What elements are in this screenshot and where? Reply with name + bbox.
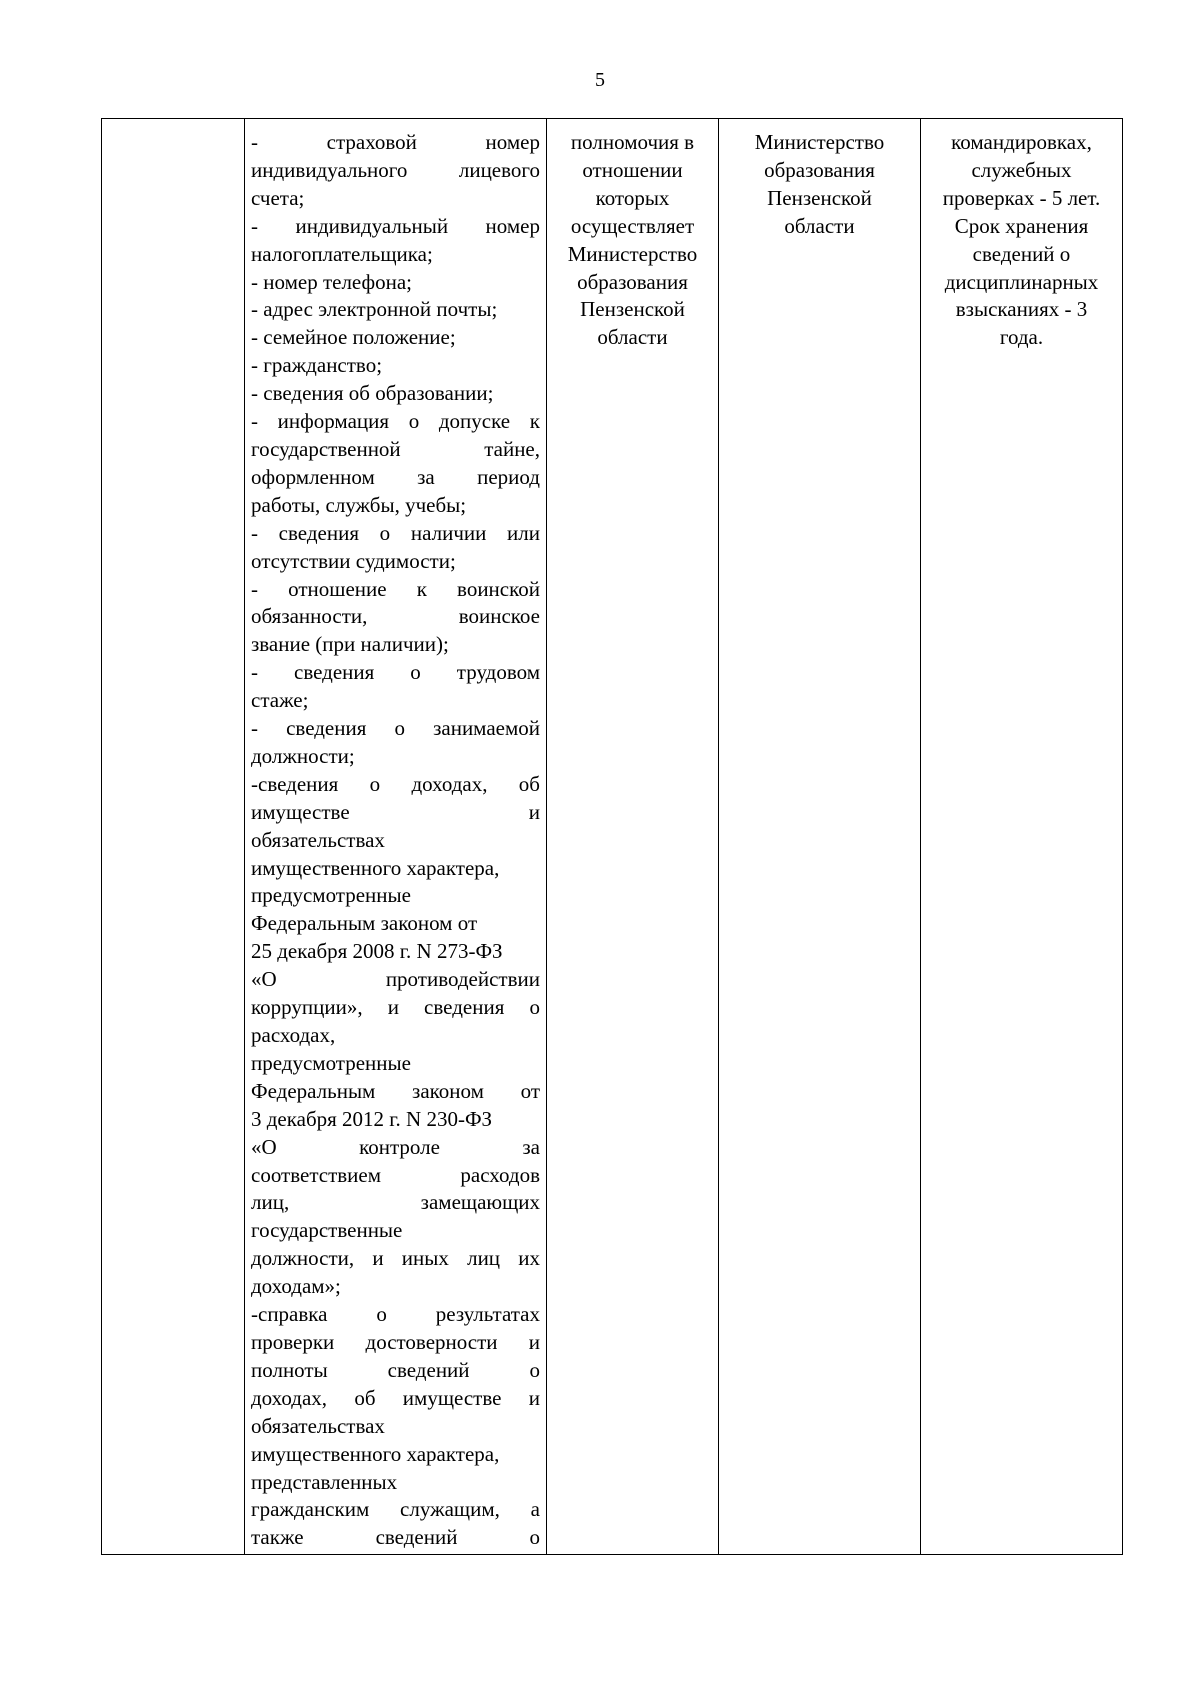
storage-term-line: командировках, xyxy=(951,130,1092,154)
personal-data-line: -сведения о доходах, об xyxy=(251,771,540,796)
data-subject-line: отношении xyxy=(582,157,683,182)
personal-data-line: проверки достоверности и xyxy=(251,1329,540,1354)
personal-data-line: должности; xyxy=(251,743,355,768)
personal-data-line: государственные xyxy=(251,1218,403,1243)
personal-data-line: гражданским служащим, а xyxy=(251,1497,540,1522)
personal-data-line: - семейное положение; xyxy=(251,325,456,350)
personal-data-line: имущественного характера, xyxy=(251,1441,500,1466)
personal-data-line: - номер телефона; xyxy=(251,269,412,294)
personal-data-line: Федеральным законом от xyxy=(251,1078,540,1103)
personal-data-line: лиц, замещающих xyxy=(251,1190,540,1215)
data-subject-line: Пензенской xyxy=(580,297,685,322)
personal-data-line: Федеральным законом от xyxy=(251,911,478,936)
storage-term-line: взысканиях - 3 xyxy=(955,297,1088,322)
personal-data-line: государственной тайне, xyxy=(251,436,540,461)
table-row xyxy=(102,119,1123,1555)
storage-term-line: года. xyxy=(999,325,1044,350)
storage-term-line: проверках - 5 лет. xyxy=(942,185,1101,210)
personal-data-line: 3 декабря 2012 г. N 230-ФЗ xyxy=(251,1106,493,1131)
operator-line: области xyxy=(784,213,855,238)
personal-data-line: также сведений о xyxy=(251,1525,540,1550)
personal-data-line: стаже; xyxy=(251,688,309,713)
data-subject-line: образования xyxy=(577,269,688,294)
personal-data-line: соответствием расходов xyxy=(251,1162,540,1187)
personal-data-line: оформленном за период xyxy=(251,464,540,489)
personal-data-line: должности, и иных лиц их xyxy=(251,1246,540,1271)
personal-data-line: - отношение к воинской xyxy=(251,576,540,601)
personal-data-line: имущественного характера, xyxy=(251,855,500,880)
personal-data-line: коррупции», и сведения о xyxy=(251,995,540,1020)
personal-data-line: - индивидуальный номер xyxy=(251,213,540,238)
data-subject-line: Министерство xyxy=(567,241,698,266)
personal-data-line: доходах, об имуществе и xyxy=(251,1385,540,1410)
operator-line: образования xyxy=(764,157,875,182)
personal-data-line: «О противодействии xyxy=(251,967,540,992)
personal-data-table xyxy=(101,118,1123,1555)
personal-data-line: предусмотренные xyxy=(251,1050,411,1075)
personal-data-line: расходах, xyxy=(251,1023,336,1047)
storage-term-line: дисциплинарных xyxy=(944,269,1099,294)
personal-data-line: - сведения о наличии или xyxy=(251,520,540,545)
data-subjects-cell xyxy=(547,119,719,1555)
personal-data-line: -справка о результатах xyxy=(251,1302,540,1327)
operator-line: Министерство xyxy=(754,130,885,154)
personal-data-line: звание (при наличии); xyxy=(251,632,449,657)
operator-line: Пензенской xyxy=(767,185,872,210)
data-subject-line: полномочия в xyxy=(570,130,695,154)
personal-data-line: «О контроле за xyxy=(251,1134,540,1159)
data-subject-line: которых xyxy=(595,185,670,210)
storage-term-line: служебных xyxy=(971,157,1072,182)
personal-data-line: - сведения о трудовом xyxy=(251,660,540,685)
personal-data-line: индивидуального лицевого xyxy=(251,157,540,182)
personal-data-line: доходам»; xyxy=(251,1274,341,1299)
storage-term-cell xyxy=(921,119,1123,1555)
personal-data-line: налогоплательщика; xyxy=(251,241,433,266)
personal-data-line: предусмотренные xyxy=(251,883,411,908)
personal-data-line: 25 декабря 2008 г. N 273-ФЗ xyxy=(251,939,503,964)
personal-data-line: обязательствах xyxy=(251,1413,385,1438)
personal-data-line: - сведения об образовании; xyxy=(251,381,494,406)
number-cell xyxy=(102,119,245,1555)
personal-data-line: счета; xyxy=(251,185,305,210)
personal-data-line: - сведения о занимаемой xyxy=(251,716,540,741)
personal-data-line: - информация о допуске к xyxy=(251,409,540,434)
operator-cell xyxy=(719,119,921,1555)
personal-data-line: имуществе и xyxy=(251,799,540,824)
data-subject-line: области xyxy=(597,325,668,350)
storage-term-line: Срок хранения xyxy=(954,213,1089,238)
data-subject-line: осуществляет xyxy=(570,213,695,238)
personal-data-line: отсутствии судимости; xyxy=(251,548,456,573)
personal-data-line: работы, службы, учебы; xyxy=(251,492,467,517)
personal-data-line: - страховой номер xyxy=(251,130,540,154)
personal-data-line: - адрес электронной почты; xyxy=(251,297,498,322)
personal-data-line: представленных xyxy=(251,1469,398,1494)
personal-data-list-cell xyxy=(245,119,547,1555)
personal-data-line: - гражданство; xyxy=(251,353,383,378)
storage-term-line: сведений о xyxy=(972,241,1071,266)
page-number: 5 xyxy=(595,69,605,91)
personal-data-line: обязанности, воинское xyxy=(251,604,540,629)
personal-data-line: полноты сведений о xyxy=(251,1357,540,1382)
personal-data-line: обязательствах xyxy=(251,827,385,852)
